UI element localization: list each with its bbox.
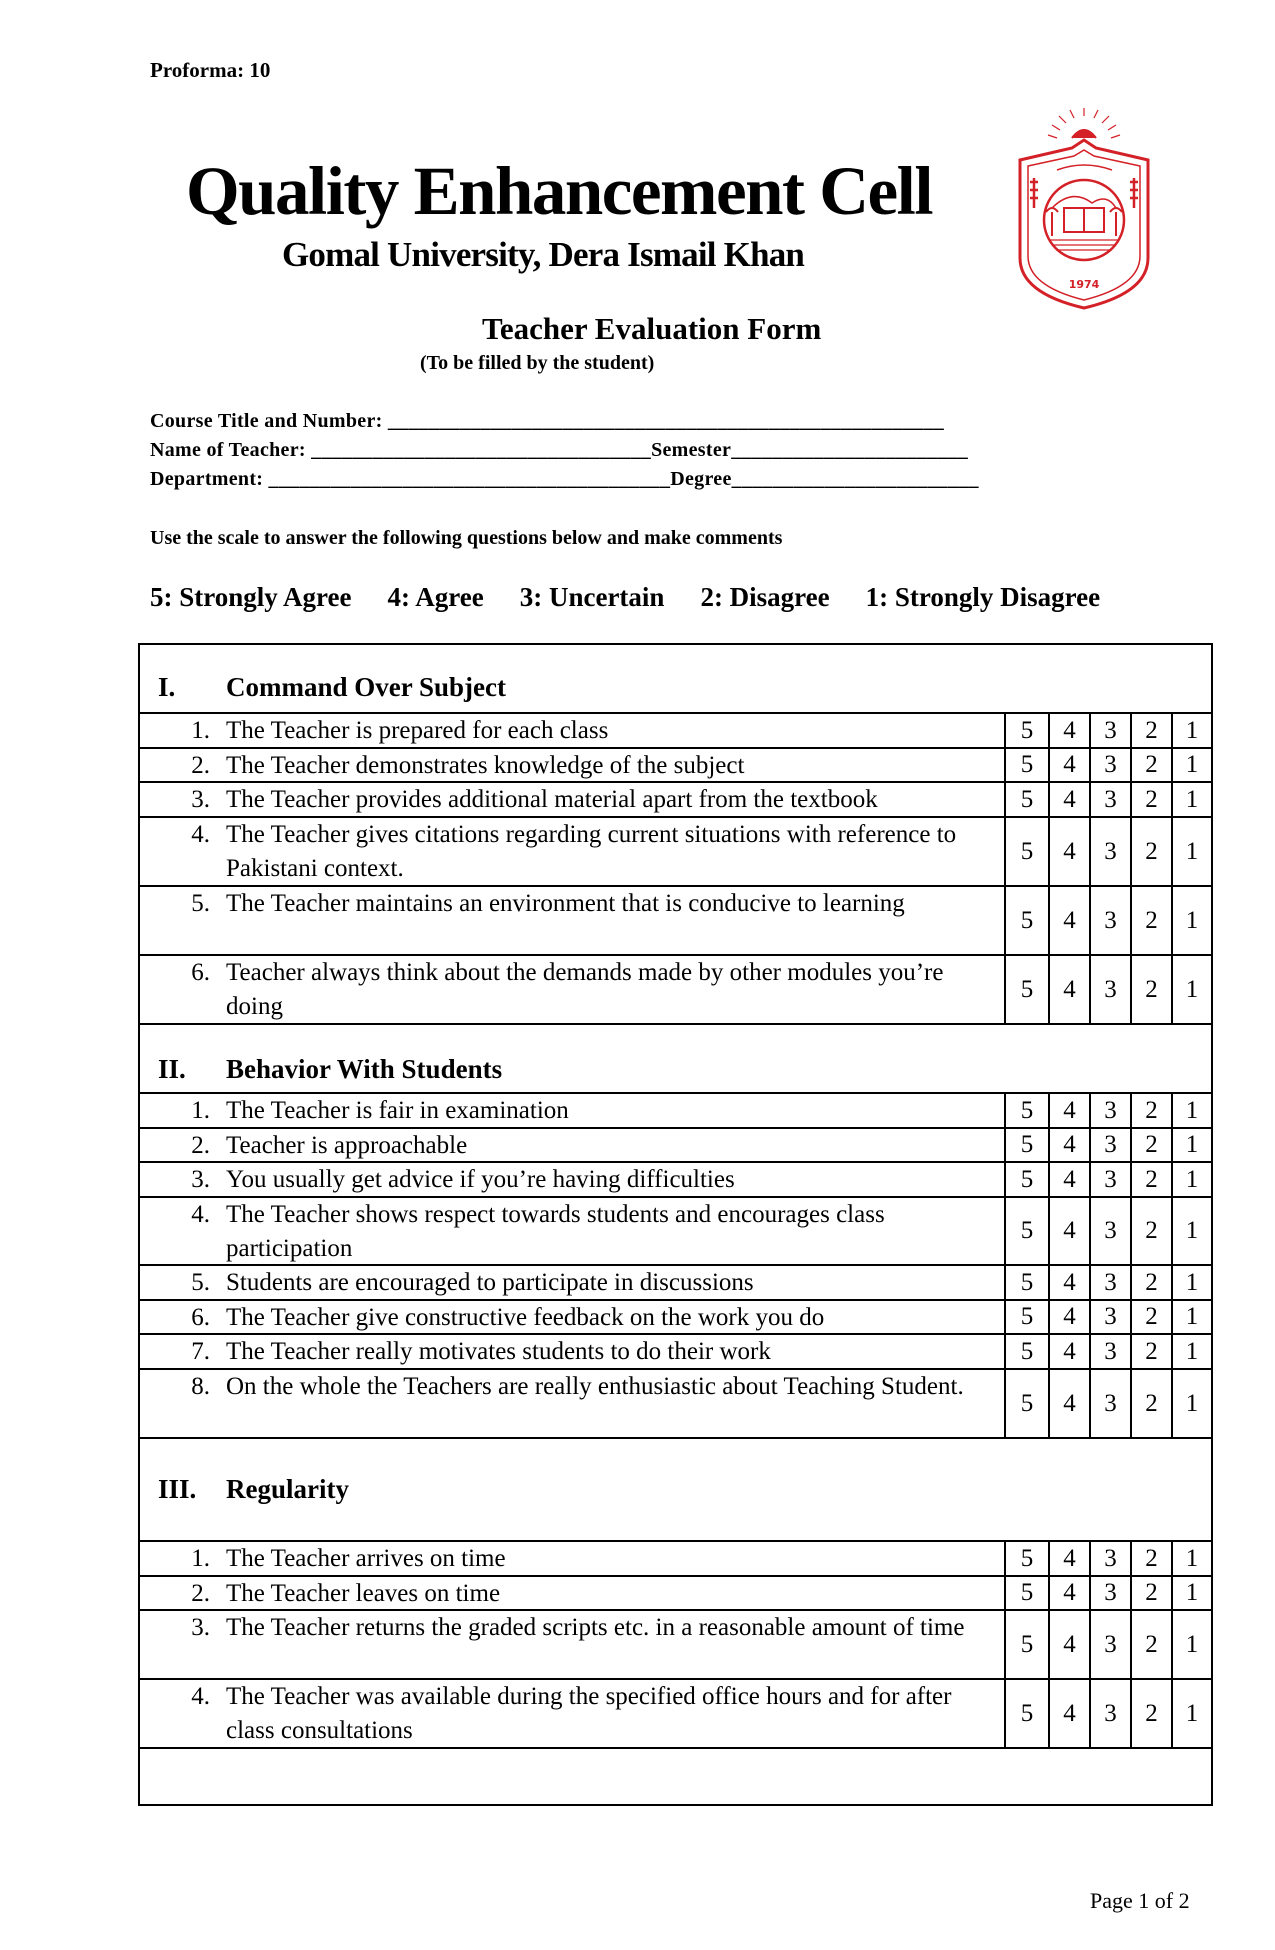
section-heading [140, 643, 1211, 712]
score-options [1004, 1333, 1211, 1368]
question-number: 5. [191, 1269, 210, 1296]
score-option-1[interactable]: 1 [1171, 1540, 1211, 1575]
question-text: The Teacher arrives on time [226, 1545, 506, 1572]
score-option-3[interactable]: 3 [1089, 1575, 1130, 1609]
score-option-5[interactable]: 5 [1004, 747, 1048, 781]
question-text: Teacher always think about the demands made by other modules you’re doing [226, 959, 944, 1020]
score-option-2[interactable]: 2 [1130, 816, 1171, 885]
question-row [140, 1264, 1211, 1299]
question-number: 5. [191, 890, 210, 917]
score-option-2[interactable]: 2 [1130, 1368, 1171, 1437]
question-row [140, 1368, 1211, 1437]
score-option-3[interactable]: 3 [1089, 1299, 1130, 1333]
score-option-2[interactable]: 2 [1130, 1678, 1171, 1747]
question-text: Teacher is approachable [226, 1132, 468, 1159]
section-heading [140, 1437, 1211, 1540]
score-option-1[interactable]: 1 [1171, 712, 1211, 747]
score-options [1004, 1161, 1211, 1196]
score-option-4[interactable]: 4 [1048, 816, 1089, 885]
question-text: Students are encouraged to participate in discussions [226, 1269, 754, 1296]
score-option-1[interactable]: 1 [1171, 1678, 1211, 1747]
question-row [140, 1299, 1211, 1333]
score-options [1004, 1575, 1211, 1609]
score-option-3[interactable]: 3 [1089, 1127, 1130, 1161]
score-option-4[interactable]: 4 [1048, 1092, 1089, 1127]
score-option-4[interactable]: 4 [1048, 1196, 1089, 1264]
score-option-5[interactable]: 5 [1004, 1264, 1048, 1299]
question-number: 4. [191, 1683, 210, 1710]
question-row [140, 1575, 1211, 1609]
score-option-4[interactable]: 4 [1048, 954, 1089, 1023]
section-title: Command Over Subject [226, 672, 506, 702]
score-option-2[interactable]: 2 [1130, 954, 1171, 1023]
score-option-2[interactable]: 2 [1130, 1161, 1171, 1196]
score-option-5[interactable]: 5 [1004, 954, 1048, 1023]
score-option-4[interactable]: 4 [1048, 712, 1089, 747]
scale-3: 3: Uncertain [519, 582, 665, 612]
question-row [140, 712, 1211, 747]
question-number: 1. [191, 1097, 210, 1124]
university-crest-icon [1012, 108, 1157, 313]
score-options [1004, 885, 1211, 954]
score-option-1[interactable]: 1 [1171, 1609, 1211, 1678]
question-number: 2. [191, 1132, 210, 1159]
scale-5: 5: Strongly Agree [150, 582, 352, 612]
score-options [1004, 1127, 1211, 1161]
score-option-5[interactable]: 5 [1004, 1575, 1048, 1609]
department-degree-field[interactable]: Department: _______________________________________Degree________________________ [150, 468, 979, 490]
question-text: The Teacher really motivates students to do their work [226, 1338, 771, 1365]
score-option-4[interactable]: 4 [1048, 781, 1089, 816]
question-text: The Teacher give constructive feedback on the work you do [226, 1304, 825, 1331]
section-numeral: III. [158, 1474, 197, 1504]
score-option-4[interactable]: 4 [1048, 1264, 1089, 1299]
score-option-5[interactable]: 5 [1004, 1092, 1048, 1127]
question-row [140, 747, 1211, 781]
score-option-1[interactable]: 1 [1171, 1161, 1211, 1196]
score-options [1004, 954, 1211, 1023]
question-number: 4. [191, 821, 210, 848]
score-option-2[interactable]: 2 [1130, 1264, 1171, 1299]
score-options [1004, 1368, 1211, 1437]
rating-scale-legend [150, 582, 1100, 613]
score-option-1[interactable]: 1 [1171, 1299, 1211, 1333]
score-option-1[interactable]: 1 [1171, 1264, 1211, 1299]
score-options [1004, 1678, 1211, 1747]
question-text: The Teacher returns the graded scripts etc. in a reasonable amount of time [226, 1614, 965, 1641]
question-row [140, 816, 1211, 885]
score-option-3[interactable]: 3 [1089, 1368, 1130, 1437]
score-option-2[interactable]: 2 [1130, 747, 1171, 781]
score-option-2[interactable]: 2 [1130, 1609, 1171, 1678]
score-option-4[interactable]: 4 [1048, 1540, 1089, 1575]
score-option-1[interactable]: 1 [1171, 816, 1211, 885]
score-option-3[interactable]: 3 [1089, 747, 1130, 781]
score-option-1[interactable]: 1 [1171, 747, 1211, 781]
score-option-5[interactable]: 5 [1004, 1609, 1048, 1678]
score-option-5[interactable]: 5 [1004, 1333, 1048, 1368]
question-text: The Teacher provides additional material apart from the textbook [226, 786, 878, 813]
section-title: Regularity [226, 1474, 349, 1504]
score-option-2[interactable]: 2 [1130, 1092, 1171, 1127]
question-row [140, 1333, 1211, 1368]
score-option-3[interactable]: 3 [1089, 712, 1130, 747]
question-text: The Teacher is prepared for each class [226, 717, 609, 744]
score-option-4[interactable]: 4 [1048, 885, 1089, 954]
score-option-1[interactable]: 1 [1171, 885, 1211, 954]
question-number: 1. [191, 717, 210, 744]
score-option-5[interactable]: 5 [1004, 885, 1048, 954]
score-options [1004, 1092, 1211, 1127]
score-option-5[interactable]: 5 [1004, 781, 1048, 816]
score-option-2[interactable]: 2 [1130, 1196, 1171, 1264]
score-options [1004, 747, 1211, 781]
score-option-2[interactable]: 2 [1130, 1575, 1171, 1609]
score-option-1[interactable]: 1 [1171, 1127, 1211, 1161]
score-option-2[interactable]: 2 [1130, 1127, 1171, 1161]
teacher-semester-field[interactable]: Name of Teacher: _________________________________Semester_______________________ [150, 439, 969, 461]
form-title: Teacher Evaluation Form [482, 311, 822, 346]
question-row [140, 1092, 1211, 1127]
proforma-number: Proforma: 10 [150, 58, 271, 82]
svg-text:1974: 1974 [1068, 278, 1100, 291]
score-option-4[interactable]: 4 [1048, 1333, 1089, 1368]
question-text: You usually get advice if you’re having difficulties [226, 1166, 735, 1193]
score-options [1004, 1609, 1211, 1678]
score-option-4[interactable]: 4 [1048, 1299, 1089, 1333]
score-option-3[interactable]: 3 [1089, 1678, 1130, 1747]
score-option-1[interactable]: 1 [1171, 1092, 1211, 1127]
question-number: 2. [191, 1580, 210, 1607]
score-option-3[interactable]: 3 [1089, 1196, 1130, 1264]
score-option-2[interactable]: 2 [1130, 885, 1171, 954]
score-option-1[interactable]: 1 [1171, 954, 1211, 1023]
score-option-3[interactable]: 3 [1089, 1161, 1130, 1196]
evaluation-table [138, 643, 1213, 1806]
question-number: 7. [191, 1338, 210, 1365]
score-option-5[interactable]: 5 [1004, 1161, 1048, 1196]
score-option-5[interactable]: 5 [1004, 1540, 1048, 1575]
score-option-2[interactable]: 2 [1130, 712, 1171, 747]
question-row [140, 885, 1211, 954]
question-number: 6. [191, 959, 210, 986]
score-option-1[interactable]: 1 [1171, 1575, 1211, 1609]
score-option-1[interactable]: 1 [1171, 1196, 1211, 1264]
question-row [140, 1540, 1211, 1575]
score-option-4[interactable]: 4 [1048, 1161, 1089, 1196]
score-option-4[interactable]: 4 [1048, 1575, 1089, 1609]
section-title: Behavior With Students [226, 1054, 503, 1084]
question-text: On the whole the Teachers are really enthusiastic about Teaching Student. [226, 1373, 964, 1400]
score-option-4[interactable]: 4 [1048, 1127, 1089, 1161]
score-options [1004, 712, 1211, 747]
university-name: Gomal University, Dera Ismail Khan [282, 235, 805, 274]
score-options [1004, 816, 1211, 885]
question-text: The Teacher demonstrates knowledge of the subject [226, 752, 745, 779]
question-text: The Teacher gives citations regarding current situations with reference to Pakistani context. [226, 821, 957, 882]
question-number: 6. [191, 1304, 210, 1331]
question-row [140, 1609, 1211, 1678]
score-option-2[interactable]: 2 [1130, 1333, 1171, 1368]
score-option-3[interactable]: 3 [1089, 1540, 1130, 1575]
course-title-field[interactable]: Course Title and Number: ______________________________________________________ [150, 410, 945, 432]
question-number: 4. [191, 1201, 210, 1228]
score-option-3[interactable]: 3 [1089, 816, 1130, 885]
question-text: The Teacher maintains an environment that is conducive to learning [226, 890, 905, 917]
question-text: The Teacher was available during the specified office hours and for after class consultations [226, 1683, 952, 1744]
question-text: The Teacher leaves on time [226, 1580, 501, 1607]
score-option-3[interactable]: 3 [1089, 954, 1130, 1023]
score-option-2[interactable]: 2 [1130, 781, 1171, 816]
score-option-3[interactable]: 3 [1089, 1092, 1130, 1127]
question-row [140, 1161, 1211, 1196]
question-row [140, 1678, 1211, 1747]
section-heading [140, 1023, 1211, 1092]
score-option-2[interactable]: 2 [1130, 1299, 1171, 1333]
scale-4: 4: Agree [387, 582, 484, 612]
score-option-4[interactable]: 4 [1048, 1368, 1089, 1437]
score-option-2[interactable]: 2 [1130, 1540, 1171, 1575]
page-number: Page 1 of 2 [1090, 1888, 1190, 1913]
score-options [1004, 1299, 1211, 1333]
score-option-5[interactable]: 5 [1004, 712, 1048, 747]
question-number: 3. [191, 1166, 210, 1193]
question-number: 8. [191, 1373, 210, 1400]
question-number: 3. [191, 786, 210, 813]
score-options [1004, 781, 1211, 816]
score-option-3[interactable]: 3 [1089, 781, 1130, 816]
instructions: Use the scale to answer the following questions below and make comments [150, 527, 783, 549]
question-text: The Teacher is fair in examination [226, 1097, 569, 1124]
score-option-5[interactable]: 5 [1004, 1196, 1048, 1264]
question-number: 3. [191, 1614, 210, 1641]
score-option-5[interactable]: 5 [1004, 1299, 1048, 1333]
question-number: 1. [191, 1545, 210, 1572]
score-options [1004, 1196, 1211, 1264]
score-option-3[interactable]: 3 [1089, 1609, 1130, 1678]
scale-1: 1: Strongly Disagree [865, 582, 1101, 612]
form-subtitle: (To be filled by the student) [420, 352, 655, 374]
score-option-5[interactable]: 5 [1004, 1678, 1048, 1747]
scale-2: 2: Disagree [700, 582, 830, 612]
question-row [140, 781, 1211, 816]
score-option-3[interactable]: 3 [1089, 1333, 1130, 1368]
score-option-5[interactable]: 5 [1004, 1368, 1048, 1437]
question-row [140, 1196, 1211, 1264]
organization-title: Quality Enhancement Cell [186, 153, 933, 229]
score-option-4[interactable]: 4 [1048, 1678, 1089, 1747]
question-text: The Teacher shows respect towards students and encourages class participation [226, 1201, 885, 1262]
score-option-1[interactable]: 1 [1171, 781, 1211, 816]
score-option-1[interactable]: 1 [1171, 1368, 1211, 1437]
score-option-3[interactable]: 3 [1089, 885, 1130, 954]
comments-row[interactable] [140, 1747, 1211, 1806]
score-option-4[interactable]: 4 [1048, 1609, 1089, 1678]
score-option-3[interactable]: 3 [1089, 1264, 1130, 1299]
section-numeral: II. [158, 1054, 186, 1084]
question-row [140, 954, 1211, 1023]
question-row [140, 1127, 1211, 1161]
score-option-4[interactable]: 4 [1048, 747, 1089, 781]
score-options [1004, 1264, 1211, 1299]
score-option-1[interactable]: 1 [1171, 1333, 1211, 1368]
score-options [1004, 1540, 1211, 1575]
section-numeral: I. [158, 672, 176, 702]
score-option-5[interactable]: 5 [1004, 1127, 1048, 1161]
question-number: 2. [191, 752, 210, 779]
score-option-5[interactable]: 5 [1004, 816, 1048, 885]
